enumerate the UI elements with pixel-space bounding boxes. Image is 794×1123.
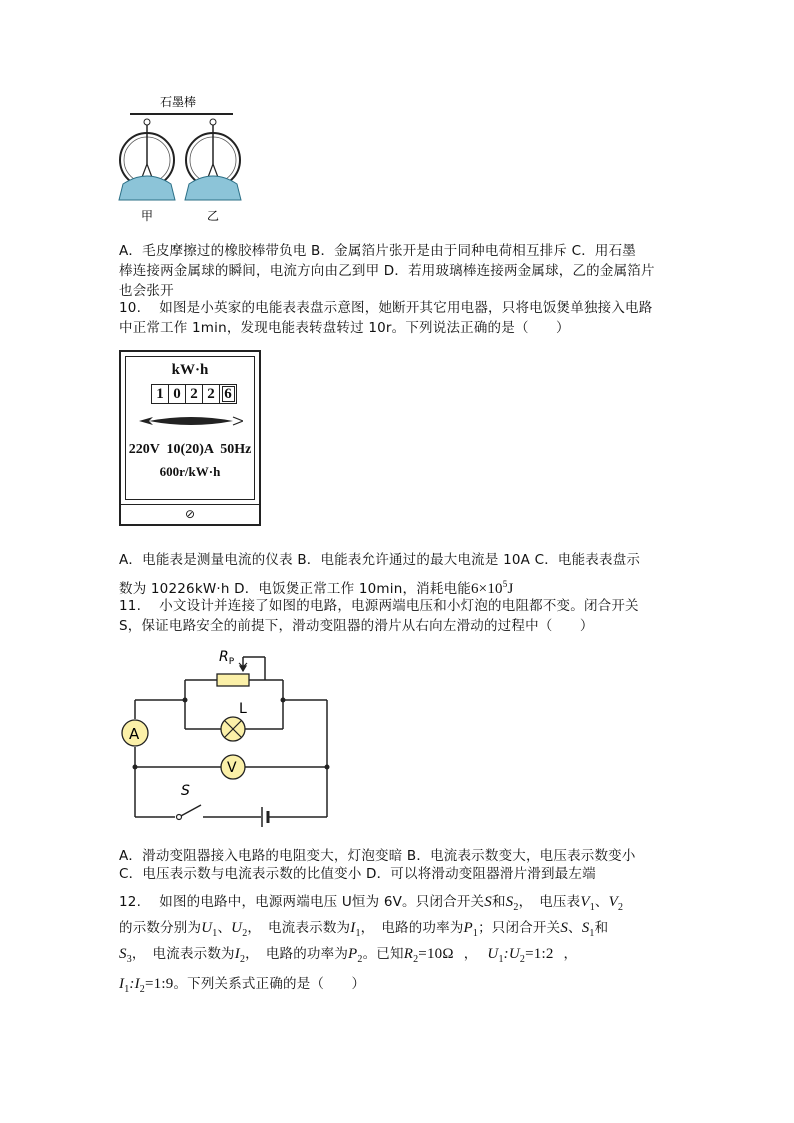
q10-stem-line-1: 10. 如图是小英家的电能表表盘示意图，她断开其它用电器，只将电饭煲单独接入电路 [119, 300, 653, 316]
q11-stem-line-2: S，保证电路安全的前提下，滑动变阻器的滑片从右向左滑动的过程中（ ） [119, 618, 594, 634]
q12-symbol-u1: $U_1$ [201, 920, 218, 939]
q12-symbol-u2: $U_2$ [231, 920, 248, 939]
electroscope-right [185, 119, 241, 200]
energy-meter [119, 350, 261, 526]
q12-symbol-p1: $P_1$ [463, 920, 479, 939]
q12-text: 的示数分别为 [119, 920, 202, 936]
q12-symbol-v1: $V_1$ [580, 894, 595, 913]
q12-symbol-i2: $I_2$ [234, 946, 246, 965]
electroscope-left-label: 甲 [141, 209, 154, 223]
q12-line-2 [119, 918, 608, 944]
q12-text: 12. 如图的电路中，电源两端电压 U恒为 6V。只闭合开关 [119, 894, 485, 910]
q12-text: 和 [594, 920, 609, 936]
q10-energy-value [471, 581, 514, 597]
meter-spec: 220V 10(20)A 50Hz [128, 442, 252, 457]
lamp-icon [221, 717, 245, 741]
q12-given-i-ratio: $I_1:I_2=1:9$ [119, 976, 174, 995]
q12-text: ， 电路的功率为 [245, 946, 349, 962]
q12-text: ， [563, 946, 578, 962]
q12-text: ， 电流表示数为 [131, 946, 235, 962]
q10-energy-exponent: 5 [502, 579, 508, 589]
q10-stem-line-2: 中正常工作 1min，发现电能表转盘转过 10r。下列说法正确的是（ ） [119, 320, 570, 336]
q12-symbol-s1: $S_1$ [581, 920, 595, 939]
q11-circuit-diagram [115, 645, 340, 830]
battery-icon [262, 807, 268, 827]
q12-line-3 [119, 944, 577, 970]
rheostat [217, 674, 249, 686]
q12-text: ；只闭合开关 [478, 920, 561, 936]
voltmeter-label: V [227, 760, 237, 776]
meter-digit: 2 [203, 384, 220, 404]
q12-text: 。已知 [362, 946, 404, 962]
meter-digit-decimal: 6 [220, 384, 237, 404]
electroscope-left [119, 119, 175, 200]
q12-given-u-ratio: $U_1:U_2=1:2$ [487, 946, 554, 965]
q12-line-4 [119, 974, 365, 1000]
q12-text: ， [463, 946, 478, 962]
q12-line-1 [119, 892, 623, 918]
meter-unit: kW·h [171, 362, 209, 378]
switch-label: S [181, 783, 190, 799]
meter-digit: 2 [186, 384, 203, 404]
q10-options-line-1: A．电能表是测量电流的仪表 B．电能表允许通过的最大电流是 10A C．电能表表盘示 [119, 552, 641, 568]
q12-symbol-v2: $V_2$ [608, 894, 624, 913]
electroscope-right-label: 乙 [207, 209, 220, 223]
q9-options-line-1: A．毛皮摩擦过的橡胶棒带负电 B．金属箔片张开是由于同种电荷相互排斥 C．用石墨 [119, 243, 637, 259]
q11-stem-line-1: 11. 小文设计并连接了如图的电路，电源两端电压和小灯泡的电阻都不变。闭合开关 [119, 598, 639, 614]
q12-symbol-s2: $S_2$ [505, 894, 519, 913]
meter-revolutions: 600r/kW·h [159, 464, 221, 479]
q12-text: ， 电路的功率为 [360, 920, 464, 936]
meter-dial-disc [139, 414, 243, 428]
q11-options-line-2: C．电压表示数与电流表示数的比值变小 D．可以将滑动变阻器滑片滑到最左端 [119, 866, 596, 882]
q10-option-text: 数为 10226kW·h D．电饭煲正常工作 10min，消耗电能 [119, 581, 471, 597]
q12-text: ， 电压表 [518, 894, 581, 910]
q11-options-line-1: A．滑动变阻器接入电路的电阻变大，灯泡变暗 B．电流表示数变大，电压表示数变小 [119, 848, 636, 864]
q12-text: ， 电流表示数为 [247, 920, 351, 936]
meter-digit: 0 [169, 384, 186, 404]
q10-energy-unit: J [507, 581, 514, 597]
q12-text: 、 [594, 894, 609, 910]
lamp-label: L [239, 701, 247, 717]
q12-symbol-s: S [560, 920, 569, 936]
q12-symbol-s3: $S_3$ [119, 946, 132, 965]
switch-pivot [177, 815, 182, 820]
ammeter-label: A [129, 725, 140, 743]
q12-text: 。下列关系式正确的是（ ） [173, 976, 366, 992]
q12-symbol-p2: $P_2$ [348, 946, 363, 965]
meter-screw-icon: ⊘ [184, 507, 196, 521]
rheostat-label: $R_P$ [219, 649, 235, 667]
q12-text: 和 [491, 894, 506, 910]
graphite-rod-label: 石墨棒 [160, 95, 197, 109]
q9-options-line-3: 也会张开 [119, 283, 174, 299]
meter-bottom-divider [121, 504, 259, 505]
meter-digit: 1 [151, 384, 169, 404]
q12-text: 、 [568, 920, 582, 936]
q12-text: 、 [217, 920, 232, 936]
electroscope-figure [115, 92, 255, 227]
q12-symbol-s: S [484, 894, 492, 910]
q10-energy-mantissa: 6×10 [470, 581, 503, 597]
q12-symbol-i1: $I_1$ [350, 920, 361, 939]
meter-counter [151, 384, 237, 404]
q12-given-r2: $R_2=10\Omega$ [403, 946, 454, 965]
q9-options-line-2: 棒连接两金属球的瞬间，电流方向由乙到甲 D．若用玻璃棒连接两金属球，乙的金属箔片 [119, 263, 655, 279]
